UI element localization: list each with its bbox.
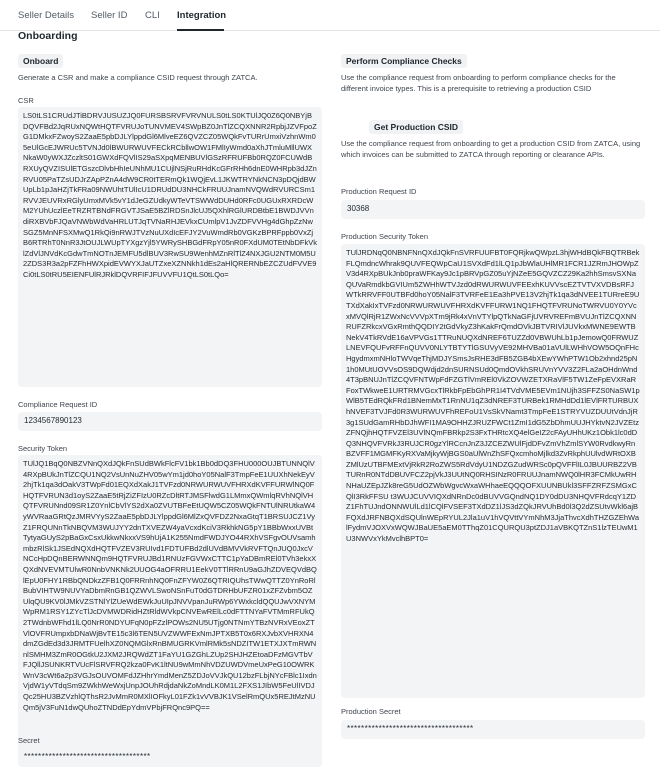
security-token-label: Security Token bbox=[18, 444, 68, 453]
section-title: Onboarding bbox=[18, 30, 78, 42]
perform-compliance-checks-description: Use the compliance request from onboarding to perform compliance checks for the different invoice types. This is a prerequisite to retrieving a production CSID bbox=[341, 73, 616, 93]
production-secret-field[interactable] bbox=[341, 720, 645, 739]
get-production-csid-button[interactable]: Get Production CSID bbox=[369, 120, 463, 134]
production-security-token-field[interactable] bbox=[341, 244, 645, 698]
tab-seller-details[interactable]: Seller Details bbox=[18, 10, 74, 21]
secret-label: Secret bbox=[18, 736, 40, 745]
compliance-request-id-label: Compliance Request ID bbox=[18, 400, 98, 409]
perform-compliance-checks-button[interactable]: Perform Compliance Checks bbox=[341, 54, 467, 68]
production-secret-value: ************************************ bbox=[347, 724, 474, 733]
onboard-button[interactable]: Onboard bbox=[18, 54, 63, 68]
security-token-field[interactable] bbox=[18, 455, 322, 753]
tab-bar bbox=[0, 0, 660, 31]
csr-label: CSR bbox=[18, 96, 34, 105]
compliance-request-id-value: 1234567890123 bbox=[24, 416, 82, 425]
production-security-token-label: Production Security Token bbox=[341, 232, 428, 241]
security-token-value: TUlJQ1BqQ0NBZVNnQXdJQkFnSUdBWkFlcFV1bk1Bb0dDQ3FHU000OUJBTUNNQlV4RXpBUkJnTlZCQU1NQ2VsUnNuZHV05wYm1jd0hoY05NalF3TmpFeE1UUXhNekEyV2hjTk1qa3dOakV3TWpFd01EQXdXakJ1TVFzd0NRWURWUVFHRXdKVFFURWlNQ0FHQTFVRUN3d1oyS2ZaaE5tRjZiZFIzU0RZcDltRTJMSFlwdG1LMmxQWmlqRVhNQlVHQTFVRUNnd09SR1Z0YnlCbVlYS2dXa0ZVUTBFeEtUQW5CZ05WQkFNTUlNRUtkaW4yWVRaaGRtQzJMRVYyS2ZaaE5pbDJLYlppdGl6MlZxQVFDZ2NxaGtqT1BRSUJCZ1VyZ1FRQUNnTkNBQVM3WUJYY2dnTXVEZW4yaVcxdKciV3RkhkNG5pY1BBbWxxUVBtTytyaGUyS2pBaGxCsxUkkwNkxxVS9hUjA1K255NmdFWDJYO44RXhVSFgvOUVsamhmbzRlSk1JSEdNQXdHQTFVZEV3RUIvd1FDTUFBd2dlUVdBMVVkRVFTQnJUQ0JxcVNCcHpDQnBERWNNQm9HQTFVRUJBd1RNUzFGVWxCTTC1pYaDBmREl0TVh3ekxXQXdNVEVMTUlwR0NnbVNKNk2UUOG4aOFRRU1EekV0TTlRRnU9aGJhZDVEQVdBQlEpU0FHY1RBbQNDkzZFB1Q0FRRnhNQ0FnZFYW0Z6QTRIQUhsTWwQTTZ0YnRoRlBubVIHTW9NUVYaDbmRnGB1QZWVLSwoNSnFuT0dGTDRHbUFZR01xZFZvbm5OZUlqQU9KV0lJMkVZSTNlYlZUeWdEWkJuUIpJNVVpanJuRWp6YWxkcldQQUJwVXNYMWpRM1RSY1ZYcTlJcDVMWDRidHZtRldWVkpCNVEwRElLc0dFTTNYaFVTMmRFUkQ2TWdnbWFhd1lLQ0NrR0NDYUFqN0pFZzlPOWs2NU5UTjg0NTNmYTBzNVRxVEoxZTVlOVFRUmpxbDNaWjBvTE15c3l6TEN5UVZWWFExNmJPTXB5T0x6RXJvbXVHRXN4dmZGdEd3d3JRMTFUelhXZ0NQMGlxRnBMUGRKVmlRMk5sNDZITW1ETXJXTmRWNnlSMHM3ZmR0OGtkU2JXM2JRQWdZT1FaYU1GZGhLZUp2SHJHZEtoaDFzMGVTbVFJQllJSUNKRTVUcFlSRVFRQ2kza0FvK1ltNU9wMmNhVDZUWDVmeUxPeG10OWRKWnV3cWt6a2p3VGJsOUVOMFdJZHhrYmdMenZ5ZDJoVVJkQU12bzFLbjNYcFBlc1IxdnVjdW1yVTdqSm9ZWkhWeWxjUnpJOUhRdjdaNkZoMndLK0M1L2FXS1JIbW5FeUlIVDJQc25HU3BZVzhlQThsR2JvMmR0MXlIOFkyL01FZk1vVVBJK1VSelRmQUx5REJtMzNUQm5jV3FuN1dwQUhoZTNDdEpYdmVPbjFRQnc9PQ== bbox=[23, 459, 317, 712]
production-security-token-value: TUlJRDNqQ0NBNFNnQXdJQkFnSVRFUUFBT0FQRjkwQWpzL3hjWHdBQkFBQTRBekFLQmdncWhrak9QUVFEQWpCaU1SVXdFd1lLQ1pJbWlaUHlMR1FCR1JZRmJHOWpZV3d4RXpBUkJnb0praWFKay9Jc1pBRVpGZ05uYjNZeE5GQVZCZ29Ka2hhSmsvSXNaQUVaRmdkbGVIUm5ZWHhWTVJzd0dRWURWUVFEExhKUVVscEZTVTVXVDBsRFJWTkRRVFF0UTBFd0hoY05NalF3TVRFeE1Ea3hPVE13V2hjTk1qa3dNVEE1TURreE9UTXdXakIxTVFzd0NRWURWUVFHRXdKVFFURW1NQ1FHQTFVRUNoTWRVU0Y0YVcxMVQlRjR1ZWxNcVVVpXTm9jRk4xVnVTYlpQTkNaGFjUVRVREFmBVUJnTlZCQXNNRUFZRkcxVGxRmthQQDIY2tGdVkyZ3hKakFrQmdOVkJBTVRIVlJUVkxMWNE9EWTBNekV4TkRVdE16aVPVGs1TTRuNUQXdNREF6TUZZd0VBWUhLb1pJemowQ0FRWUZLNEVFQUFvRFFnQUVV0NLYTBTYTlGSUVyVE92MHVBa01aVUlLWHhVOW5OQnFHcHgydmxmNHloTWVqeThjMDJYSmsJsRHE3dFB5ZGB4bXEwYWhPTW1Ob2xhnd25pN1h0MUtUOVVsOS9DQWdjd2dnSURNSUd0QmdOVkhSRUVnYVV3Z2FLa2aOHdnWnd4T3pBNUJnTlZCQVFNTWpFdFZGTlVmREl0VkZOVWZETXRaVlF5TW1ZeFpEVXRaRFoxTWkweE1URTRMVGcxTlRkbFpEbGhPR1I4TVdVME5EVm1NUjh3SFFZS0NaSW1pWlB5TEdRQkFRd1BNemMxT1RnNU1qZ3dNREF3TURBek1RMHdDd1lEVlFRTURBUXhNVEF3TVJFd0R3WURWUVFhREFoU1VsSkVNamt3TmpFeE1STRYVUZDUUtVdnJjR3g1SUdGamRHbDJhWFI1MA9OHHZJRUZFWCt1ZmI1dG5ZbDhmUUJHYktvN2JVZEtzZFNQjhHQTFVZEl3UVlNQmFBRkp2S3FxTHRtcXQ4elGeIZ2cFAyUHhUKz1Obk1lc0dDQ3NHQVFVRkJ3RUJCR0gzYlRCcnJnZ3JZCEZWUlFjdDFvZmVhZmlSYW0RvdkwyRnBZVFF1MGMFKyRXVaMjkyWjBGS0aUlWnZhSFQxcmhoMjlkd3ZvRkphUUlvdWRtOXBZMlUzUTBFMExtVjRkR2RoZWS5RdVdyU1NDZGZudWRSc0pQVFFlIL0JBUURBZ2VBTURnR0NTdDBUVFCZ2pjVkJ3UUtNQ0RHSINzR0FRUUJnamNWQ0lHR3FCMkUwRHNHaUZEpJZk8reG5UdOZWbWgvcWxaWHhaeEQQQOFXUUNBUkl3SFFZRFZSMGxCQlI3RkFFSU t3WUJCUVVIQXdNRnDc0dBUVVGQndNQ1DY0dDU3NHQVFRdcqY1ZDZ1FhTUJndONNWUlLd1lCQlFVSEF3TXdDZ1lJS3dZQkJRVUhBd0l3Q2dZSUtvWkl6ajBFQXdJRFNBQXdSQUlnWEpRYUL2Jla1uV1hVQVttVYmNhM3JjaThvcXdhTHZGZEhWalFydmVJOXVxWQWJBaUE5aEM0TThqZ01CQURQU3ptZDJ1aVBKQTZnS1lzTEUwM1U3NWVxYkMvclhBPT0= bbox=[346, 248, 640, 544]
production-request-id-value: 30368 bbox=[347, 204, 370, 213]
production-secret-label: Production Secret bbox=[341, 707, 401, 716]
production-request-id-field[interactable] bbox=[341, 200, 645, 219]
onboard-description: Generate a CSR and make a compliance CSID request through ZATCA. bbox=[18, 73, 258, 82]
get-production-csid-description: Use the compliance request from onboarding to get a production CSID from ZATCA, using which invoices can be submitted to ZATCA through reporting or clearance APIs. bbox=[341, 139, 641, 159]
production-request-id-label: Production Request ID bbox=[341, 187, 417, 196]
secret-value: ************************************ bbox=[24, 752, 151, 761]
tab-seller-id[interactable]: Seller ID bbox=[91, 10, 128, 21]
active-tab-indicator bbox=[177, 29, 224, 31]
compliance-request-id-field[interactable] bbox=[18, 412, 322, 431]
secret-field[interactable] bbox=[18, 748, 322, 767]
csr-field[interactable] bbox=[18, 107, 322, 387]
tab-integration[interactable]: Integration bbox=[177, 10, 227, 21]
tab-cli[interactable]: CLI bbox=[145, 10, 160, 21]
csr-value: LS0tLS1CRUdJTiBDRVJUSUZJQ0FURSBSRVFVRVNULS0tLS0KTUlJQ0Z6Q0NBYjBDQVFBd2JqRUxNQWtHQTFVRUJoTUNVMEV4SWpBZ0JnTlZCQXNNR2RpbjJZVFpoZG1DMkxFZwoyS2ZaaE5pbDJLYlppdGl6MlveEZ6QVZCZ05WQkFvTURrUmxiVzhnWm05eUlGcEJWRUc5TVNJd0lBWURWUVFECkRCbllwOW1FMlIyWmd0aXhJTmluMllUWXNkaW0yWXJZczltS01GWXdFQVlIS29aSXpqMENBUVlGSzRFRUFBb0RQZ0FCUWdBRXUyQVZISUlETGszcDlvbHhIeUNhMU1CUjlNSjRuRHdKcGFrRHh6dnE0WHRpb3dJZnRVU05PaTZsUDJrZApPZnA4dW9CR0tTERmQk1WQjEvL1JKWTRYNkNCN3pDQjdBWUpLb1pJaHZjTkFRa09NWUhtTUlIcU1DRUdDU3NHCkFRUUJnamNVQWdRVURCSm1RVVJEUVRxRGlyUmxMVk5vY1dJeGZUdkyWTeVTSWWdDUHd0RFc0UGUxRXRDcWM2YUhUczlEeTRZRTBNdFRGVTJSaE5BZlRDSnJlcUJ5QXhlRGlURDBtbE1BWDJVVndiRXBVbFJQaVNWbWdVaHRLUTJqTVNaRHJEVkxCUmlpV1JvZDFVVHg4dGhpZzNwSGZ5MnNFSXMwQ1RkQi9nRWJTVzNuUXdIcEFJY2VuWmdRb0VGKzBPRFppb0VxZjB6RTRhT0NnR3JtOUJLWUpTYXgzYjl5YWRySHBGdFRpY05nR0FXdUM0TEtNbDFkVklZdVlJNVdKcGdwTmNOTnJEMFU5dlBUV3RwSU9WenhMZnRlTlZ4NXJGU2NTM0M5U2ZDS3R3a2pFZFhHWXpidEVWYXJaUTZxeXZNNkh1dEs2aHlQRERNbEZCZUdFVVE9Ci0tLS0tRU5EIENFUlRJRklDQVRFIFJFUVVFU1QtLS0tLQo= bbox=[23, 111, 317, 279]
